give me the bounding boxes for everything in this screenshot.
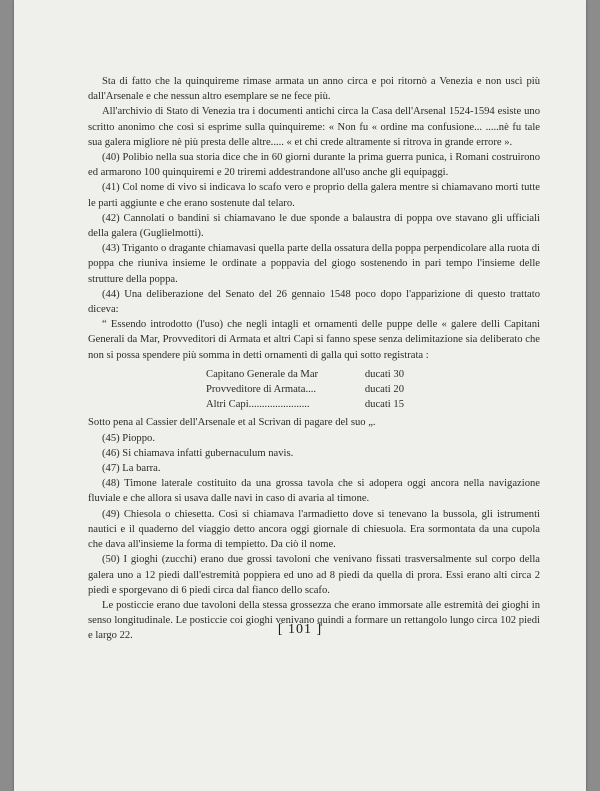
page-number: [ 101 ] bbox=[277, 622, 323, 637]
paragraph: Sta di fatto che la quinquireme rimase armata un anno circa e poi ritornò a Venezia e non uscì più dall'Arsenale e che nessun altro esemplare se ne fece più. bbox=[88, 76, 540, 103]
table-row bbox=[206, 367, 404, 382]
footnote-50: (50) I gioghi (zucchi) erano due grossi tavoloni che venivano fissati trasversalmente sul corpo della galera uno a 12 piedi dall'estremità poppiera ed uno ad 8 piedi da quella di prora. Essi erano alti circa 2 piedi e sporgevano di 6 piedi circa dal fianco dello scafo. bbox=[88, 554, 540, 596]
footnote-48: (48) Timone laterale costituito da una grossa tavola che si adopera oggi ancora nella navigazione fluviale e che allora si usava dalle navi in caso di avaria al timone. bbox=[88, 478, 540, 505]
footnote-44: (44) Una deliberazione del Senato del 26 gennaio 1548 poco dopo l'apparizione di questo trattato diceva: bbox=[88, 288, 540, 316]
document-page bbox=[14, 0, 586, 791]
row-value: ducati 20 bbox=[364, 384, 404, 396]
row-label: Provveditore di Armata.... bbox=[206, 384, 317, 396]
row-value: ducati 15 bbox=[364, 399, 404, 411]
table-row bbox=[206, 397, 404, 412]
footnote-42: (42) Cannolati o bandini si chiamavano le due sponde a balaustra di poppa ove stavano gli ufficiali della galera (Guglielmotti). bbox=[88, 212, 540, 240]
paragraph: All'archivio di Stato di Venezia tra i documenti antichi circa la Casa dell'Arsenal 1524-1594 esiste uno scritto anonimo che così si esprime sulla quinquireme: « Non fu « ordine ma confusione... .....nè fu tale sua galera migliore nè più presta delle altre..... « et chi crede altramente si ritrova in grande errore ». bbox=[88, 106, 540, 148]
table-row bbox=[206, 382, 404, 397]
expense-table bbox=[206, 367, 404, 413]
footnote-49: (49) Chiesola o chiesetta. Così si chiamava l'armadietto dove si tenevano la bussola, gli istrumenti nautici e il quaderno del viaggio detto ancora oggi giornale di chiesuola. Era sormontata da una cupola che dava all'insieme la forma di tempietto. Da ciò il nome. bbox=[88, 508, 540, 551]
row-value: ducati 30 bbox=[364, 368, 404, 380]
footnote-43: (43) Triganto o dragante chiamavasi quella parte della ossatura della poppa perpendicolare alla ruota di poppa che riuniva insieme le ordinate a poppavia del giogo sostenendo in pari tempo l'insieme delle strutture della poppa. bbox=[88, 243, 540, 285]
quoted-decree: “ Essendo introdotto (l'uso) che negli intagli et ornamenti delle puppe delle « galere delli Capitani Generali da Mar, Provveditori di Armata et altri Capi si fanno spese senza delimitazione sia deliberato che non si possa spendere più somma in detti ornamenti di galla qui sotto registrata : bbox=[88, 319, 540, 361]
footnote-46: (46) Si chiamava infatti gubernaculum navis. bbox=[102, 447, 294, 459]
footnote-47: (47) La barra. bbox=[102, 463, 161, 475]
decree-closing: Sotto pena al Cassier dell'Arsenale et al Scrivan di pagare del suo „. bbox=[88, 417, 376, 429]
page-body bbox=[88, 74, 540, 644]
footnote-41: (41) Col nome di vivo si indicava lo scafo vero e proprio della galera mentre si chiamavano morti tutte le parti aggiunte e che erano sostenute dal telaro. bbox=[88, 182, 540, 209]
row-label: Altri Capi....................... bbox=[206, 399, 310, 411]
footnote-45: (45) Pioppo. bbox=[102, 432, 155, 444]
row-label: Capitano Generale da Mar bbox=[206, 368, 319, 380]
paragraph: Le posticcie erano due tavoloni della stessa grossezza che erano immorsate alle estremità dei gioghi in senso longitudinale. Le posticcie coi gioghi venivano quindi a formare un rettangolo lungo circa 102 piedi e largo 22. bbox=[88, 599, 540, 642]
footnote-40: (40) Polibio nella sua storia dice che in 60 giorni durante la prima guerra punica, i Romani costruirono ed armarono 100 quinquiremi e 20 triremi addestrandone all'uso anche gli equipaggi. bbox=[88, 152, 540, 179]
